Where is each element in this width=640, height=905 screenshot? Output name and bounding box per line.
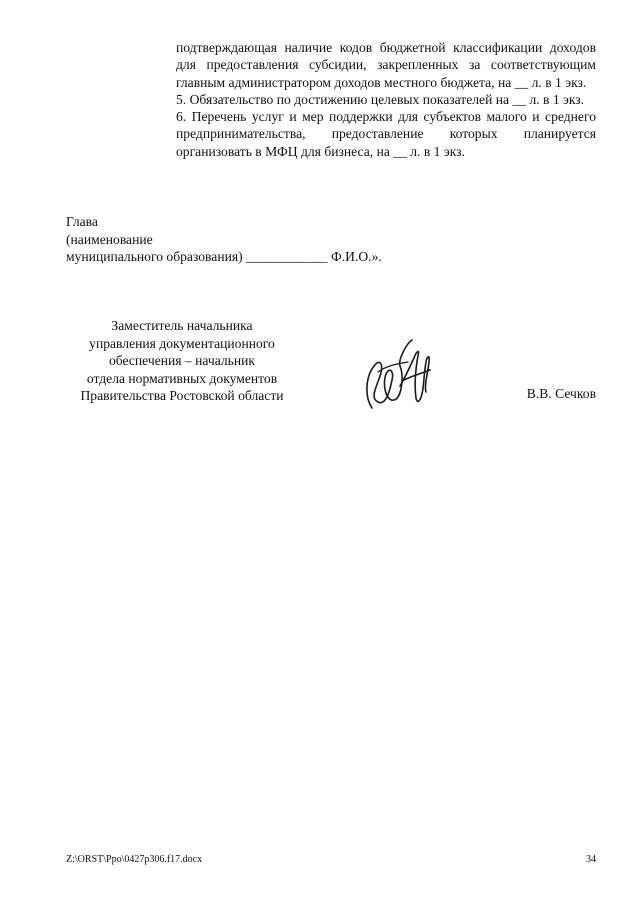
attachment-item-5: 5. Обязательство по достижению целевых показателей на __ л. в 1 экз. <box>176 91 585 107</box>
official-title-line: Правительства Ростовской области <box>80 388 284 403</box>
official-name: В.В. Сечков <box>526 386 596 401</box>
attachment-item-4-continuation: подтверждающая наличие кодов бюджетной классификации доходов для предоставления субсидии, закрепленных за соответствующим главным администратором доходов местного бюджета, на __ л. в 1 экз. <box>176 40 596 90</box>
official-title-block <box>57 317 307 405</box>
official-title-line: обеспечения – начальник <box>108 353 256 368</box>
head-signature-block <box>66 213 486 266</box>
footer-file-path: Z:\ORST\Ppo\0427p306.f17.docx <box>66 854 203 865</box>
official-title-line: Заместитель начальника <box>111 318 253 333</box>
official-title-line: управления документационного <box>89 335 275 351</box>
handwritten-signature <box>360 336 440 416</box>
head-name-placeholder-line: (наименование <box>66 231 153 247</box>
attachments-list <box>176 39 596 160</box>
official-title-line: отдела нормативных документов <box>86 370 278 386</box>
page-number: 34 <box>586 854 596 865</box>
head-municipality-signature-line: муниципального образования) ____________ Ф.И.О.». <box>66 249 382 264</box>
attachment-item-6: 6. Перечень услуг и мер поддержки для субъектов малого и среднего предпринимательства, предоставление которых планируется организовать в МФЦ для бизнеса, на __ л. в 1 экз. <box>176 109 596 159</box>
head-title-line: Глава <box>66 214 98 229</box>
